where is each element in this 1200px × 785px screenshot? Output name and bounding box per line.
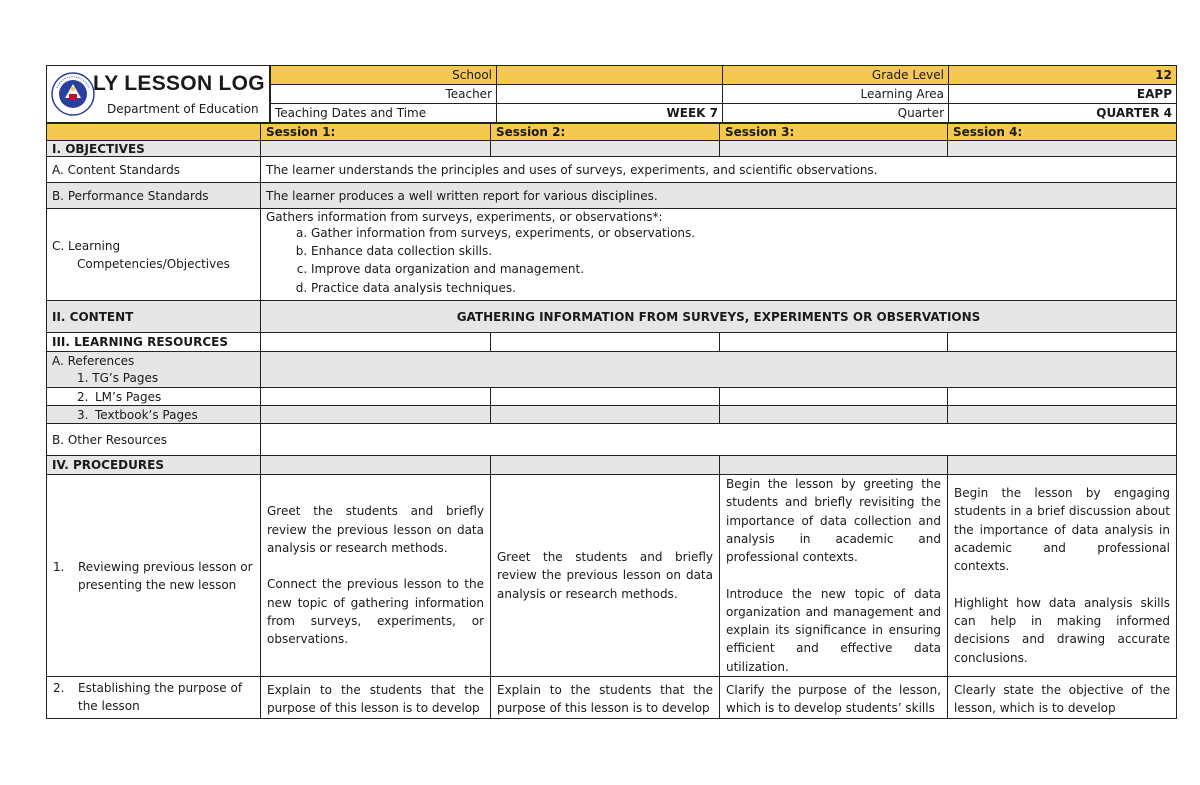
content-text[interactable]: GATHERING INFORMATION FROM SURVEYS, EXPERIMENTS OR OBSERVATIONS [261, 301, 1177, 333]
competencies-label-line-1: C. Learning [52, 238, 121, 253]
session-4-heading: Session 4: [948, 124, 1177, 141]
procedure-2-session-3[interactable]: Clarify the purpose of the lesson, which is to develop students’ skills [720, 677, 948, 719]
session-3-heading: Session 3: [720, 124, 948, 141]
lm-pages-row [47, 388, 1177, 406]
teaching-dates-label: Teaching Dates and Time [271, 104, 497, 123]
content-row [47, 301, 1177, 333]
learning-area-value[interactable]: EAPP [949, 85, 1177, 104]
performance-standards-text[interactable]: The learner produces a well written report for various disciplines. [261, 183, 1177, 209]
competencies-label-line-2: Competencies/Objectives [77, 256, 230, 271]
resources-heading: III. LEARNING RESOURCES [47, 333, 261, 352]
other-resources-label: B. Other Resources [47, 424, 261, 456]
content-heading: II. CONTENT [47, 301, 261, 333]
references-row [47, 352, 1177, 388]
lm-pages-label: 2. LM’s Pages [47, 388, 261, 406]
logo-cell [46, 65, 270, 123]
textbook-pages-row [47, 406, 1177, 424]
lesson-log-header [46, 65, 1176, 123]
grade-level-label: Grade Level [723, 66, 949, 85]
content-standards-text[interactable]: The learner understands the principles and uses of surveys, experiments, and scientific observations. [261, 157, 1177, 183]
content-standards-row [47, 157, 1177, 183]
procedure-row-2 [47, 677, 1177, 719]
session-corner-cell [47, 124, 261, 141]
tg-pages-value[interactable] [261, 352, 1177, 388]
lesson-log-title: LY LESSON LOG [93, 72, 265, 95]
session-header-row [47, 124, 1177, 141]
procedures-heading-row [47, 456, 1177, 475]
resources-heading-row [47, 333, 1177, 352]
performance-standards-row [47, 183, 1177, 209]
procedure-2-session-1[interactable]: Explain to the students that the purpose of this lesson is to develop [261, 677, 491, 719]
procedure-1-label: 1. Reviewing previous lesson or presenting the new lesson [47, 475, 261, 677]
objectives-heading: I. OBJECTIVES [47, 141, 261, 157]
competencies-intro: Gathers information from surveys, experiments, or observations*: [266, 210, 663, 224]
content-standards-label: A. Content Standards [47, 157, 261, 183]
tg-pages-label: 1. TG’s Pages [77, 370, 159, 385]
quarter-label: Quarter [723, 104, 949, 123]
teacher-label: Teacher [271, 85, 497, 104]
procedure-2-label: 2. Establishing the purpose of the lesson [47, 677, 261, 719]
competencies-text[interactable] [261, 209, 1177, 301]
performance-standards-label: B. Performance Standards [47, 183, 261, 209]
procedures-heading: IV. PROCEDURES [47, 456, 261, 475]
procedure-1-session-2[interactable]: Greet the students and briefly review the previous lesson on data analysis or research methods. [491, 475, 720, 677]
department-name: Department of Education [107, 102, 259, 116]
competency-item: c. Improve data organization and management. [311, 260, 1171, 278]
lesson-log-page [46, 65, 1176, 719]
objectives-heading-row [47, 141, 1177, 157]
deped-seal-icon [51, 72, 95, 116]
session-2-heading: Session 2: [491, 124, 720, 141]
session-1-heading: Session 1: [261, 124, 491, 141]
competencies-label [47, 209, 261, 301]
competency-item: b. Enhance data collection skills. [311, 242, 1171, 260]
quarter-value[interactable]: QUARTER 4 [949, 104, 1177, 123]
competencies-row [47, 209, 1177, 301]
procedure-1-session-4[interactable]: Begin the lesson by engaging students in a brief discussion about the importance of data analysis in academic and professional contexts. Highlight how data analysis skills can help in making informed decisions and drawing accurate conclusions. [948, 475, 1177, 677]
procedure-2-session-4[interactable]: Clearly state the objective of the lesson, which is to develop [948, 677, 1177, 719]
competency-item: d. Practice data analysis techniques. [311, 279, 1171, 297]
header-info-table [270, 65, 1177, 123]
other-resources-row [47, 424, 1177, 456]
teaching-dates-value[interactable]: WEEK 7 [497, 104, 723, 123]
procedure-2-session-2[interactable]: Explain to the students that the purpose of this lesson is to develop [491, 677, 720, 719]
grade-level-value[interactable]: 12 [949, 66, 1177, 85]
procedure-1-session-3[interactable]: Begin the lesson by greeting the students and briefly revisiting the importance of data collection and analysis in academic and professional contexts. Introduce the new topic of data organization and management and explain its significance in ensuring efficient and effective data utilization. [720, 475, 948, 677]
learning-area-label: Learning Area [723, 85, 949, 104]
competency-item: a. Gather information from surveys, experiments, or observations. [311, 224, 1171, 242]
textbook-pages-label: 3. Textbook’s Pages [47, 406, 261, 424]
procedure-1-session-1[interactable]: Greet the students and briefly review the previous lesson on data analysis or research methods. Connect the previous lesson to the new topic of gathering information from surveys, experiments, or observations. [261, 475, 491, 677]
lesson-log-table [46, 123, 1177, 719]
references-heading: A. References [52, 353, 135, 368]
other-resources-value[interactable] [261, 424, 1177, 456]
school-label: School [271, 66, 497, 85]
procedure-row-1 [47, 475, 1177, 677]
school-value[interactable] [497, 66, 723, 85]
competencies-list [266, 224, 1171, 297]
references-label [47, 352, 261, 388]
teacher-value[interactable] [497, 85, 723, 104]
